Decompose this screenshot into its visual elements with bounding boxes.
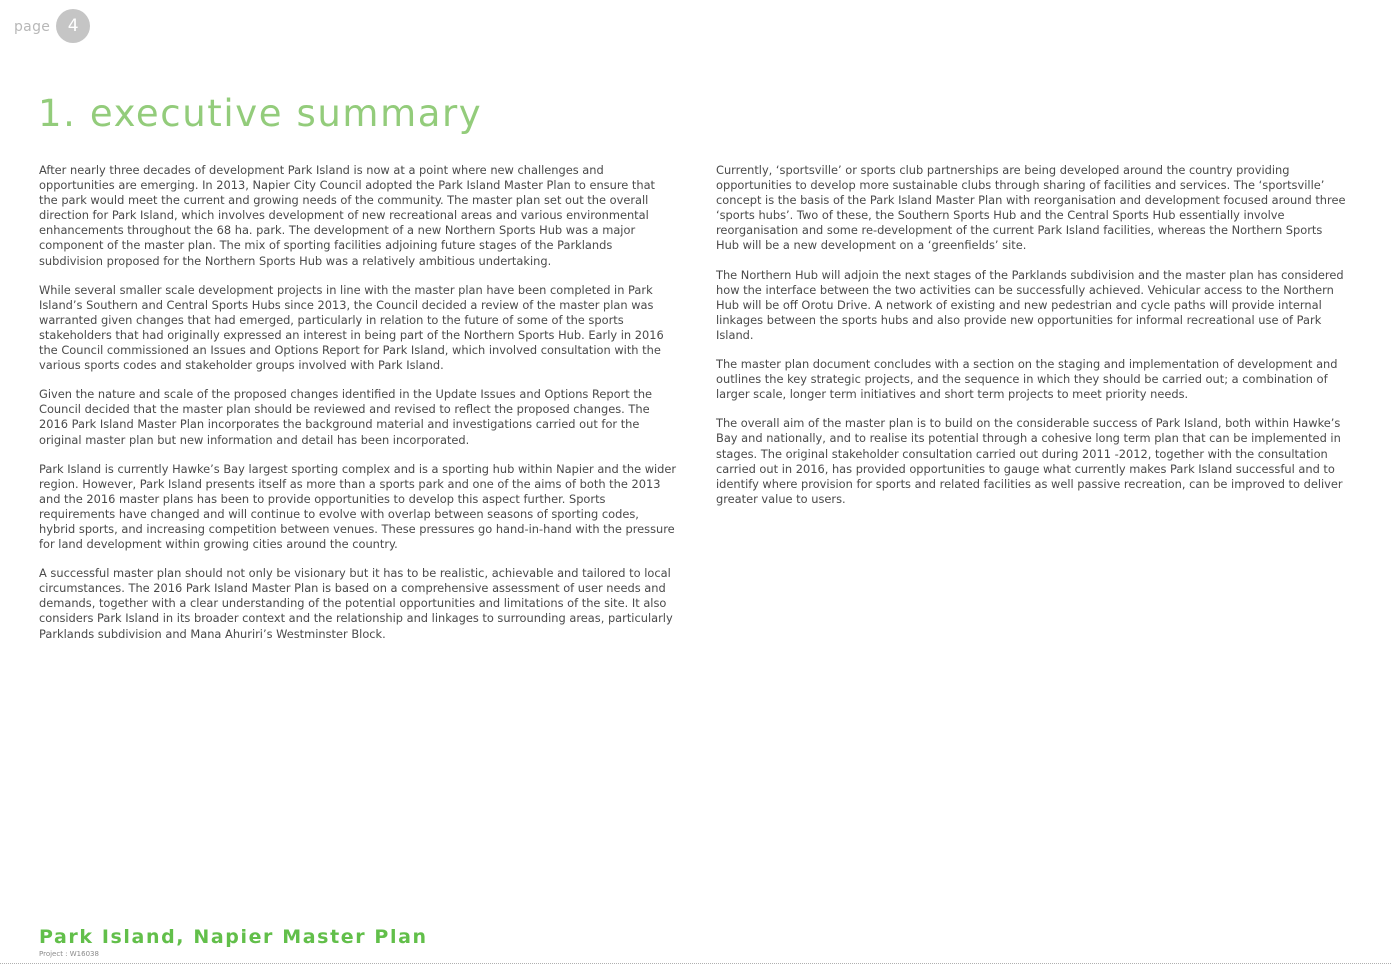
paragraph: After nearly three decades of development Park Island is now at a point where new challenges and opportunities are emerging. In 2013, Napier City Council adopted the Park Island Master Plan to ensure that the park would meet the current and growing needs of the community. The master plan set out the overall direction for Park Island, which involves development of new recreational areas and various environmental enhancements throughout the 68 ha. park. The development of a new Northern Sports Hub was a major component of the master plan. The mix of sporting facilities adjoining future stages of the Parklands subdivision proposed for the Northern Sports Hub was a relatively ambitious undertaking. <box>39 163 656 268</box>
paragraph: Currently, ‘sportsville’ or sports club partnerships are being developed around the country providing opportunities to develop more sustainable clubs through sharing of facilities and services. The ‘sportsville’ concept is the basis of the Park Island Master Plan with reorganisation and development focused around three ‘sports hubs’. Two of these, the Southern Sports Hub and the Central Sports Hub essentially involve reorganisation and some re-development of the current Park Island facilities, whereas the Northern Sports Hub will be a new development on a ‘greenfields’ site. <box>716 163 1346 253</box>
paragraph: The overall aim of the master plan is to build on the considerable success of Park Island, both within Hawke’s Bay and nationally, and to realise its potential through a cohesive long term plan that can be implemented in stages. The original stakeholder consultation carried out during 2011 -2012, together with the consultation carried out in 2016, has provided opportunities to gauge what currently makes Park Island successful and to identify where provision for sports and related facilities as well passive recreation, can be improved to deliver greater value to users. <box>716 416 1343 506</box>
document-title: Park Island, Napier Master Plan <box>39 926 428 948</box>
paragraph: A successful master plan should not only be visionary but it has to be realistic, achievable and tailored to local circumstances. The 2016 Park Island Master Plan is based on a comprehensive assessment of user needs and demands, together with a clear understanding of the potential opportunities and limitations of the site. It also considers Park Island in its broader context and the relationship and linkages to surrounding areas, particularly Parklands subdivision and Mana Ahuriri’s Westminster Block. <box>39 566 673 641</box>
project-code: Project : W16038 <box>39 950 99 958</box>
paragraph: While several smaller scale development projects in line with the master plan have been completed in Park Island’s Southern and Central Sports Hubs since 2013, the Council decided a review of the master plan was warranted given changes that had emerged, particularly in relation to the future of some of the sports stakeholders that had originally expressed an interest in being part of the Northern Sports Hub. Early in 2016 the Council commissioned an Issues and Options Report for Park Island, which involved consultation with the various sports codes and stakeholder groups involved with Park Island. <box>39 282 664 373</box>
paragraph: The master plan document concludes with a section on the staging and implementation of development and outlines the key strategic projects, and the sequence in which they should be carried out; a combination of larger scale, longer term initiatives and short term projects to meet priority needs. <box>716 357 1338 402</box>
paragraph: Park Island is currently Hawke’s Bay largest sporting complex and is a sporting hub within Napier and the wider region. However, Park Island presents itself as more than a sports park and one of the aims of both the 2013 and the 2016 master plans has been to provide opportunities to develop this aspect further. Sports requirements have changed and will continue to evolve with overlap between seasons of sporting codes, hybrid sports, and increasing competition between venues. These pressures go hand-in-hand with the pressure for land development within growing cities around the country. <box>39 461 677 552</box>
paragraph: The Northern Hub will adjoin the next stages of the Parklands subdivision and the master plan has considered how the interface between the two activities can be successfully achieved. Vehicular access to the Northern Hub will be off Orotu Drive. A network of existing and new pedestrian and cycle paths will provide internal linkages between the sports hubs and also provide new opportunities for informal recreational use of Park Island. <box>716 267 1344 342</box>
left-column <box>39 163 677 656</box>
footer-divider <box>0 963 1391 964</box>
page-label: page <box>14 18 51 35</box>
section-title: 1. executive summary <box>38 92 483 135</box>
paragraph: Given the nature and scale of the proposed changes identified in the Update Issues and Options Report the Council decided that the master plan should be reviewed and revised to reflect the proposed changes. The 2016 Park Island Master Plan incorporates the background material and investigations carried out for the original master plan but new information and detail has been incorporated. <box>39 387 653 447</box>
page-number-badge: 4 <box>56 9 90 43</box>
right-column <box>716 163 1348 521</box>
page-indicator <box>14 9 90 42</box>
